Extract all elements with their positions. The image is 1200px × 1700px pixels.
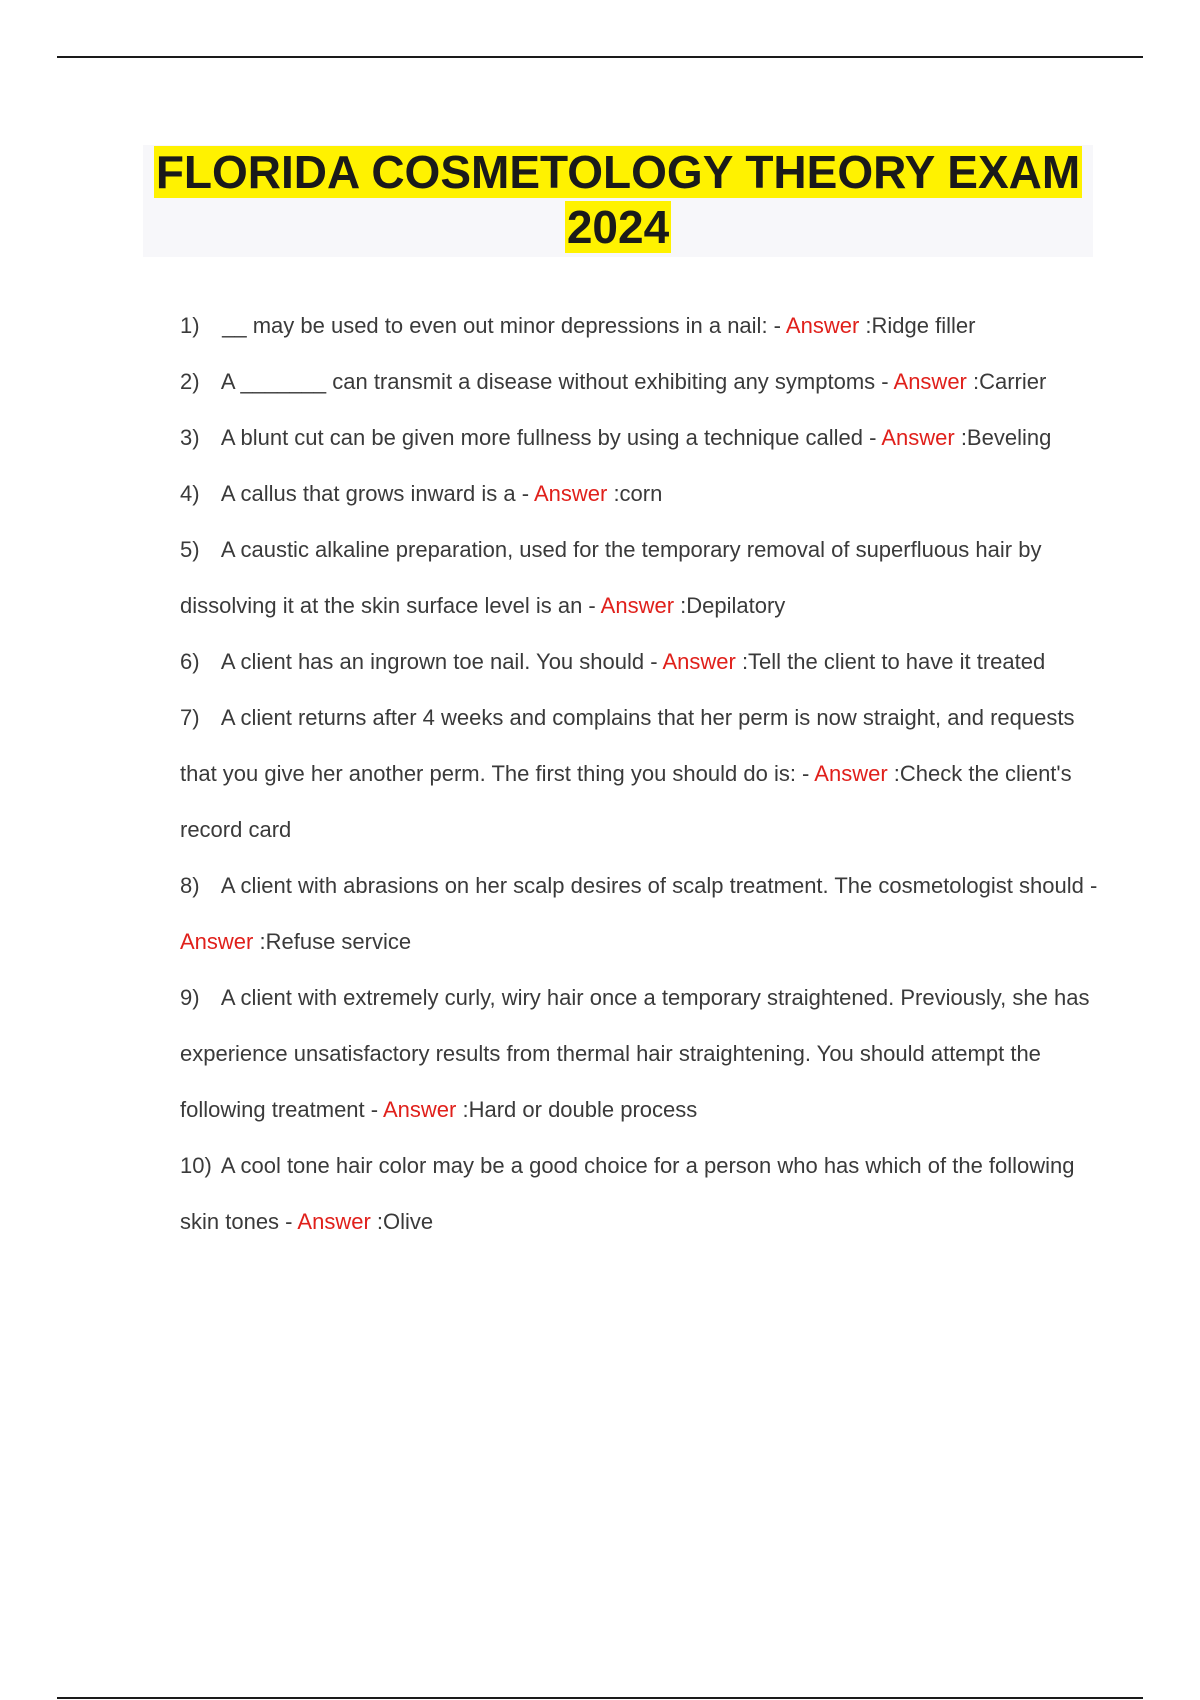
question-number: 6) [180, 649, 200, 674]
question-text: A caustic alkaline preparation, used for the temporary removal of superfluous hair by dissolving it at the skin surface level is an - [180, 537, 1042, 618]
question-item-7 [180, 690, 1100, 858]
question-text: A client with extremely curly, wiry hair once a temporary straightened. Previously, she has experience unsatisfactory results from thermal hair straightening. You should attempt the following treatment - [180, 985, 1090, 1122]
question-number: 1) [180, 313, 200, 338]
question-text: A client returns after 4 weeks and complains that her perm is now straight, and requests that you give her another perm. The first thing you should do is: - [180, 705, 1075, 786]
bottom-rule [57, 1697, 1143, 1699]
answer-text: :Carrier [973, 369, 1047, 394]
question-list [180, 298, 1100, 1250]
answer-text: :Depilatory [680, 593, 786, 618]
question-item-9 [180, 970, 1100, 1138]
question-text: A client with abrasions on her scalp desires of scalp treatment. The cosmetologist should - [220, 873, 1098, 898]
question-number: 3) [180, 425, 200, 450]
answer-label: Answer [662, 649, 736, 674]
answer-label: Answer [814, 761, 888, 786]
answer-label: Answer [600, 593, 675, 618]
answer-text: :Beveling [960, 425, 1052, 450]
question-text: A _______ can transmit a disease without exhibiting any symptoms - [220, 369, 889, 394]
answer-label: Answer [533, 481, 608, 506]
question-item-10 [180, 1138, 1100, 1250]
question-item-4 [180, 466, 1100, 522]
answer-label: Answer [893, 369, 967, 394]
answer-text: :Hard or double process [462, 1097, 698, 1122]
question-text: A callus that grows inward is a - [220, 481, 530, 506]
question-item-2 [180, 354, 1100, 410]
question-number: 10) [180, 1153, 212, 1178]
question-number: 5) [180, 537, 200, 562]
question-number: 9) [180, 985, 200, 1010]
question-item-6 [180, 634, 1100, 690]
answer-label: Answer [180, 929, 254, 954]
answer-text: :corn [613, 481, 663, 506]
answer-label: Answer [785, 313, 860, 338]
answer-text: :Olive [376, 1209, 434, 1234]
question-text: A blunt cut can be given more fullness by using a technique called - [220, 425, 877, 450]
answer-text: :Refuse service [259, 929, 412, 954]
document-title: FLORIDA COSMETOLOGY THEORY EXAM 2024 [155, 146, 1081, 253]
top-rule [57, 56, 1143, 58]
question-number: 2) [180, 369, 200, 394]
answer-label: Answer [383, 1097, 457, 1122]
question-item-8 [180, 858, 1100, 970]
question-text: A client has an ingrown toe nail. You should - [220, 649, 658, 674]
title-band [143, 145, 1093, 257]
question-text: A cool tone hair color may be a good choice for a person who has which of the following skin tones - [180, 1153, 1075, 1234]
question-number: 7) [180, 705, 200, 730]
answer-text: :Check the client's record card [180, 761, 1072, 842]
question-item-5 [180, 522, 1100, 634]
answer-text: :Ridge filler [865, 313, 976, 338]
question-number: 8) [180, 873, 200, 898]
question-item-1 [180, 298, 1100, 354]
answer-label: Answer [297, 1209, 371, 1234]
question-item-3 [180, 410, 1100, 466]
answer-label: Answer [881, 425, 955, 450]
question-text: __ may be used to even out minor depressions in a nail: - [222, 313, 781, 338]
question-number: 4) [180, 481, 200, 506]
answer-text: :Tell the client to have it treated [741, 649, 1046, 674]
